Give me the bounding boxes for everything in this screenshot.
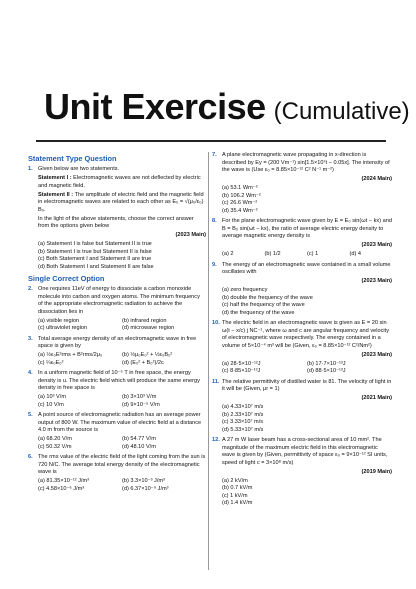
option: (b) 17·7×10⁻¹³J xyxy=(307,360,346,367)
option: (c) half the frequency of the wave xyxy=(222,302,305,308)
exam-year: (2023 Main) xyxy=(361,278,392,284)
option: (d) 4 xyxy=(349,251,362,257)
question-number: 10. xyxy=(212,320,220,326)
option: (d) 88·5×10⁻¹³J xyxy=(307,368,346,374)
option: (c) 10 V/m xyxy=(38,401,64,408)
column-divider xyxy=(208,152,209,570)
title-main: Unit Exercise xyxy=(44,86,266,127)
option: (a) ½ε₀E²rms + B²rms/2μ₀ xyxy=(38,352,103,358)
option: (b) double the frequency of the wave xyxy=(222,294,313,301)
option: (d) 35.4 Wm⁻² xyxy=(222,207,258,214)
option: (a) 10³ V/m xyxy=(38,394,66,400)
question-number: 2. xyxy=(28,286,33,292)
option: (c) ultraviolet region xyxy=(38,325,88,331)
option: (b) 106.2 Wm⁻² xyxy=(222,192,261,199)
question-text: Total average energy density of an electromagnetic wave in free space is given by xyxy=(38,335,197,349)
option: (c) 8·85×10⁻¹³J xyxy=(222,368,261,374)
option: (c) ¼ε₀E₀² xyxy=(38,359,64,366)
question-number: 12. xyxy=(212,437,220,443)
option: (a) 28·5×10⁻¹²J xyxy=(222,360,261,367)
question-12 xyxy=(212,437,392,508)
option: (d) microwave region xyxy=(122,325,175,331)
question-text: A 27 m W laser beam has a cross-sectional area of 10 mm². The magnitude of the maximum electric field in this electromagnetic wave is given by (Given, permittivity of space ε₀ = 9×10⁻¹² SI units, speed of light c = 3×10⁸ m/s) xyxy=(222,437,388,466)
question-text: For the plane electromagnetic wave given by E = E₀ sin(ωt − kx) and B = B₀ sin(ωt − kx), the ratio of average electric energy density to average magnetic energy density is xyxy=(222,218,392,239)
option: (b) ½μ₀E₀² + ½ε₀B₀² xyxy=(122,352,173,358)
option: (a) Statement I is false but Statement II is true xyxy=(38,241,152,247)
question-7 xyxy=(212,152,392,215)
option: (a) 81.35×10⁻¹² J/m³ xyxy=(38,478,89,484)
question-text: One requires 11eV of energy to dissociate a carbon monoxide molecule into carbon and oxygen atoms. The minimum frequency of the appropriate electromagnetic radiation to achieve the dissociation lies in xyxy=(38,286,200,315)
question-number: 4. xyxy=(28,370,33,376)
option: (b) 1/2 xyxy=(264,251,281,257)
question-9 xyxy=(212,262,392,318)
option: (a) 2 kV/m xyxy=(222,477,248,484)
page-title xyxy=(44,86,410,140)
question-8 xyxy=(212,218,392,259)
option: (d) 48.10 V/m xyxy=(122,443,156,450)
statement-label: Statement I : xyxy=(38,175,72,181)
option: (d) the frequency of the wave xyxy=(222,309,295,316)
option: (d) 6.37×10⁻⁹ J/m³ xyxy=(122,485,169,492)
option: (c) Both Statement I and Statement II are true xyxy=(38,256,152,262)
option: (d) (E₀² + B₀²)/2c xyxy=(122,359,164,366)
option: (c) 1 kV/m xyxy=(222,492,248,499)
question-6 xyxy=(28,454,206,493)
statement-text: The amplitude of electric field and the magnetic field in electromagnetic waves are related to each other as E₀ = √(μ₀/ε₀) B₀. xyxy=(38,191,204,213)
question-text: The relative permittivity of distilled water is 81. The velocity of light in it will be (Given, μr = 1) xyxy=(222,378,392,392)
exam-year: (2019 Main) xyxy=(361,468,392,475)
option: (d) 5.33×10⁷ m/s xyxy=(222,426,264,433)
question-3 xyxy=(28,336,206,368)
option: (c) 50.32 V/m xyxy=(38,443,72,450)
option: (b) infrared region xyxy=(122,317,167,324)
option: (c) 4.58×10⁻⁶ J/m³ xyxy=(38,485,85,492)
option: (a) 53.1 Wm⁻² xyxy=(222,185,258,191)
question-2 xyxy=(28,286,206,333)
option: (b) 54.77 V/m xyxy=(122,436,156,442)
section-heading: Single Correct Option xyxy=(28,274,105,283)
exam-year: (2024 Main) xyxy=(361,176,392,182)
options-list xyxy=(38,241,206,271)
question-number: 1. xyxy=(28,166,33,172)
left-column xyxy=(28,152,206,496)
statement-text: Electromagnetic waves are not deflected by electric and magnetic field. xyxy=(38,175,201,189)
question-intro: Given below are two statements. xyxy=(38,166,120,172)
question-4 xyxy=(28,370,206,409)
title-sub: (Cumulative) xyxy=(273,98,410,125)
option: (b) Statement I is true but Statement II is false xyxy=(38,248,152,255)
option: (a) 2 xyxy=(222,251,234,257)
question-text: The energy of an electromagnetic wave contained in a small volume oscillates with xyxy=(222,261,391,275)
question-instruction: In the light of the above statements, choose the correct answer from the options given below xyxy=(38,215,194,229)
question-text: In a uniform magnetic field of 10⁻⁵ T in free space, the energy density is u. The electric field which will produce the same energy density in free space is xyxy=(38,370,200,391)
question-number: 11. xyxy=(212,378,220,385)
question-text: A plane electromagnetic wave propagating in x-direction is described by Ey = (200 Vm⁻¹) sin[1.5×10⁷t − 0.05x]. The intensity of the wave is (Use ε₀ = 8.85×10⁻¹² C² N⁻¹ m⁻²) xyxy=(222,152,390,173)
option: (b) 3.3×10⁻³ J/m³ xyxy=(122,478,165,484)
option: (a) 68.20 V/m xyxy=(38,436,72,442)
exam-year: (2023 Main) xyxy=(175,232,206,238)
question-number: 6. xyxy=(28,454,33,460)
option: (a) 4.33×10⁷ m/s xyxy=(222,404,264,410)
option: (a) zero frequency xyxy=(222,287,268,293)
statement-label: Statement II : xyxy=(38,191,74,198)
question-text: The electric field in an electromagnetic wave is given as E = 20 sin ω(t − x/c) j NC⁻¹, where ω and c are angular frequency and velocity of electromagnetic wave respectively. The energy contained in a volume of 5×10⁻⁴ m³ will be (Given, ε₀ = 8.85×10⁻¹² C²/Nm²) xyxy=(222,320,389,349)
option: (c) 1 xyxy=(307,251,319,257)
option: (a) visible region xyxy=(38,317,80,324)
option: (b) 2.33×10⁷ m/s xyxy=(222,411,264,418)
option: (c) 26.6 Wm⁻² xyxy=(222,200,258,206)
question-number: 3. xyxy=(28,335,33,342)
question-5 xyxy=(28,412,206,451)
question-number: 9. xyxy=(212,261,217,268)
option: (d) 9×10⁻⁵ V/m xyxy=(122,401,160,408)
exam-year: (2023 Main) xyxy=(361,242,392,248)
title-rule xyxy=(36,140,386,142)
right-column xyxy=(212,152,392,511)
section-heading: Statement Type Question xyxy=(28,154,117,163)
question-1 xyxy=(28,166,206,271)
question-11 xyxy=(212,379,392,435)
option: (d) Both Statement I and Statement II are false xyxy=(38,263,154,270)
question-text: A point source of electromagnetic radiation has an average power output of 800 W. The maximum value of electric field at a distance 4.0 m from the source is xyxy=(38,412,202,433)
question-10 xyxy=(212,320,392,376)
exam-year: (2021 Main) xyxy=(361,395,392,401)
option: (d) 1.4 kV/m xyxy=(222,500,253,506)
option: (b) 3×10³ V/m xyxy=(122,394,157,400)
question-number: 5. xyxy=(28,412,33,418)
exam-year: (2023 Main) xyxy=(361,351,392,358)
option: (b) 0.7 kV/m xyxy=(222,485,253,491)
question-text: The rms value of the electric field of the light coming from the sun is 720 N/C. The average total energy density of the electromagnetic wave is xyxy=(38,454,206,475)
question-number: 7. xyxy=(212,152,217,158)
question-number: 8. xyxy=(212,218,217,224)
option: (c) 3.33×10⁷ m/s xyxy=(222,419,264,425)
